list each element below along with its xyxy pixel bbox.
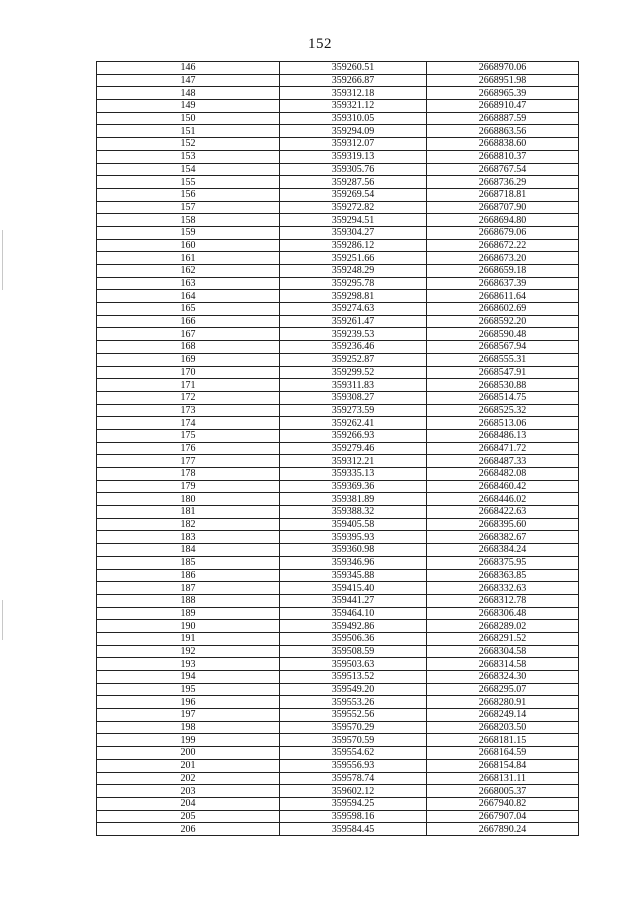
point-number-cell: 149: [97, 100, 280, 113]
x-coordinate-cell: 359252.87: [280, 353, 427, 366]
table-row: [97, 62, 579, 75]
table-row: [97, 810, 579, 823]
point-number-cell: 205: [97, 810, 280, 823]
point-number-cell: 168: [97, 341, 280, 354]
point-number-cell: 190: [97, 620, 280, 633]
point-number-cell: 186: [97, 569, 280, 582]
table-row: [97, 341, 579, 354]
x-coordinate-cell: 359295.78: [280, 277, 427, 290]
table-row: [97, 138, 579, 151]
table-row: [97, 404, 579, 417]
x-coordinate-cell: 359556.93: [280, 759, 427, 772]
table-row: [97, 759, 579, 772]
table-row: [97, 480, 579, 493]
x-coordinate-cell: 359294.51: [280, 214, 427, 227]
table-row: [97, 303, 579, 316]
y-coordinate-cell: 2668910.47: [427, 100, 579, 113]
point-number-cell: 175: [97, 429, 280, 442]
point-number-cell: 160: [97, 239, 280, 252]
point-number-cell: 179: [97, 480, 280, 493]
point-number-cell: 199: [97, 734, 280, 747]
table-row: [97, 277, 579, 290]
table-row: [97, 683, 579, 696]
point-number-cell: 200: [97, 747, 280, 760]
table-row: [97, 797, 579, 810]
y-coordinate-cell: 2668332.63: [427, 582, 579, 595]
point-number-cell: 189: [97, 607, 280, 620]
point-number-cell: 158: [97, 214, 280, 227]
x-coordinate-cell: 359294.09: [280, 125, 427, 138]
table-row: [97, 455, 579, 468]
x-coordinate-cell: 359345.88: [280, 569, 427, 582]
point-number-cell: 184: [97, 544, 280, 557]
point-number-cell: 206: [97, 823, 280, 836]
y-coordinate-cell: 2668131.11: [427, 772, 579, 785]
x-coordinate-cell: 359312.18: [280, 87, 427, 100]
point-number-cell: 155: [97, 176, 280, 189]
x-coordinate-cell: 359251.66: [280, 252, 427, 265]
x-coordinate-cell: 359554.62: [280, 747, 427, 760]
y-coordinate-cell: 2668736.29: [427, 176, 579, 189]
x-coordinate-cell: 359513.52: [280, 671, 427, 684]
y-coordinate-cell: 2668767.54: [427, 163, 579, 176]
table-row: [97, 252, 579, 265]
y-coordinate-cell: 2668611.64: [427, 290, 579, 303]
y-coordinate-cell: 2668324.30: [427, 671, 579, 684]
y-coordinate-cell: 2667940.82: [427, 797, 579, 810]
point-number-cell: 146: [97, 62, 280, 75]
x-coordinate-cell: 359388.32: [280, 506, 427, 519]
x-coordinate-cell: 359312.07: [280, 138, 427, 151]
table-row: [97, 772, 579, 785]
x-coordinate-cell: 359335.13: [280, 468, 427, 481]
table-row: [97, 188, 579, 201]
point-number-cell: 194: [97, 671, 280, 684]
point-number-cell: 151: [97, 125, 280, 138]
table-row: [97, 379, 579, 392]
x-coordinate-cell: 359553.26: [280, 696, 427, 709]
table-row: [97, 366, 579, 379]
y-coordinate-cell: 2668382.67: [427, 531, 579, 544]
y-coordinate-cell: 2668887.59: [427, 112, 579, 125]
point-number-cell: 203: [97, 785, 280, 798]
table-row: [97, 315, 579, 328]
y-coordinate-cell: 2668810.37: [427, 150, 579, 163]
y-coordinate-cell: 2668525.32: [427, 404, 579, 417]
point-number-cell: 174: [97, 417, 280, 430]
point-number-cell: 178: [97, 468, 280, 481]
point-number-cell: 183: [97, 531, 280, 544]
table-row: [97, 620, 579, 633]
point-number-cell: 180: [97, 493, 280, 506]
x-coordinate-cell: 359305.76: [280, 163, 427, 176]
point-number-cell: 171: [97, 379, 280, 392]
y-coordinate-cell: 2668291.52: [427, 632, 579, 645]
table-row: [97, 569, 579, 582]
x-coordinate-cell: 359236.46: [280, 341, 427, 354]
x-coordinate-cell: 359286.12: [280, 239, 427, 252]
point-number-cell: 156: [97, 188, 280, 201]
x-coordinate-cell: 359346.96: [280, 556, 427, 569]
x-coordinate-cell: 359274.63: [280, 303, 427, 316]
y-coordinate-cell: 2668487.33: [427, 455, 579, 468]
point-number-cell: 185: [97, 556, 280, 569]
x-coordinate-cell: 359381.89: [280, 493, 427, 506]
x-coordinate-cell: 359269.54: [280, 188, 427, 201]
table-row: [97, 328, 579, 341]
y-coordinate-cell: 2668446.02: [427, 493, 579, 506]
coordinates-table: [96, 61, 579, 836]
table-row: [97, 696, 579, 709]
y-coordinate-cell: 2668314.58: [427, 658, 579, 671]
y-coordinate-cell: 2668514.75: [427, 391, 579, 404]
point-number-cell: 172: [97, 391, 280, 404]
y-coordinate-cell: 2668312.78: [427, 594, 579, 607]
table-row: [97, 823, 579, 836]
y-coordinate-cell: 2668602.69: [427, 303, 579, 316]
x-coordinate-cell: 359503.63: [280, 658, 427, 671]
x-coordinate-cell: 359415.40: [280, 582, 427, 595]
y-coordinate-cell: 2668679.06: [427, 226, 579, 239]
point-number-cell: 193: [97, 658, 280, 671]
y-coordinate-cell: 2668164.59: [427, 747, 579, 760]
x-coordinate-cell: 359266.93: [280, 429, 427, 442]
x-coordinate-cell: 359441.27: [280, 594, 427, 607]
point-number-cell: 181: [97, 506, 280, 519]
x-coordinate-cell: 359260.51: [280, 62, 427, 75]
table-row: [97, 87, 579, 100]
y-coordinate-cell: 2668384.24: [427, 544, 579, 557]
y-coordinate-cell: 2668363.85: [427, 569, 579, 582]
point-number-cell: 166: [97, 315, 280, 328]
point-number-cell: 192: [97, 645, 280, 658]
scan-edge-mark: [2, 230, 3, 290]
table-row: [97, 290, 579, 303]
y-coordinate-cell: 2668707.90: [427, 201, 579, 214]
table-row: [97, 214, 579, 227]
table-row: [97, 391, 579, 404]
y-coordinate-cell: 2668249.14: [427, 709, 579, 722]
y-coordinate-cell: 2668673.20: [427, 252, 579, 265]
y-coordinate-cell: 2668718.81: [427, 188, 579, 201]
y-coordinate-cell: 2668295.07: [427, 683, 579, 696]
x-coordinate-cell: 359578.74: [280, 772, 427, 785]
x-coordinate-cell: 359310.05: [280, 112, 427, 125]
table-row: [97, 518, 579, 531]
y-coordinate-cell: 2668970.06: [427, 62, 579, 75]
point-number-cell: 204: [97, 797, 280, 810]
x-coordinate-cell: 359321.12: [280, 100, 427, 113]
table-row: [97, 658, 579, 671]
x-coordinate-cell: 359594.25: [280, 797, 427, 810]
table-row: [97, 709, 579, 722]
y-coordinate-cell: 2668486.13: [427, 429, 579, 442]
y-coordinate-cell: 2668289.02: [427, 620, 579, 633]
point-number-cell: 152: [97, 138, 280, 151]
y-coordinate-cell: 2667907.04: [427, 810, 579, 823]
x-coordinate-cell: 359279.46: [280, 442, 427, 455]
y-coordinate-cell: 2668005.37: [427, 785, 579, 798]
point-number-cell: 167: [97, 328, 280, 341]
table-row: [97, 239, 579, 252]
y-coordinate-cell: 2668694.80: [427, 214, 579, 227]
table-row: [97, 785, 579, 798]
x-coordinate-cell: 359570.29: [280, 721, 427, 734]
table-row: [97, 112, 579, 125]
x-coordinate-cell: 359262.41: [280, 417, 427, 430]
y-coordinate-cell: 2668547.91: [427, 366, 579, 379]
point-number-cell: 195: [97, 683, 280, 696]
point-number-cell: 161: [97, 252, 280, 265]
point-number-cell: 153: [97, 150, 280, 163]
y-coordinate-cell: 2668203.50: [427, 721, 579, 734]
point-number-cell: 150: [97, 112, 280, 125]
y-coordinate-cell: 2668395.60: [427, 518, 579, 531]
y-coordinate-cell: 2668181.15: [427, 734, 579, 747]
y-coordinate-cell: 2667890.24: [427, 823, 579, 836]
x-coordinate-cell: 359395.93: [280, 531, 427, 544]
point-number-cell: 159: [97, 226, 280, 239]
table-row: [97, 226, 579, 239]
x-coordinate-cell: 359298.81: [280, 290, 427, 303]
y-coordinate-cell: 2668659.18: [427, 265, 579, 278]
x-coordinate-cell: 359272.82: [280, 201, 427, 214]
y-coordinate-cell: 2668965.39: [427, 87, 579, 100]
table-row: [97, 734, 579, 747]
point-number-cell: 148: [97, 87, 280, 100]
x-coordinate-cell: 359248.29: [280, 265, 427, 278]
table-row: [97, 721, 579, 734]
point-number-cell: 176: [97, 442, 280, 455]
table-row: [97, 74, 579, 87]
y-coordinate-cell: 2668460.42: [427, 480, 579, 493]
y-coordinate-cell: 2668513.06: [427, 417, 579, 430]
table-row: [97, 531, 579, 544]
table-row: [97, 493, 579, 506]
y-coordinate-cell: 2668592.20: [427, 315, 579, 328]
x-coordinate-cell: 359405.58: [280, 518, 427, 531]
table-row: [97, 671, 579, 684]
x-coordinate-cell: 359304.27: [280, 226, 427, 239]
table-row: [97, 150, 579, 163]
y-coordinate-cell: 2668672.22: [427, 239, 579, 252]
point-number-cell: 197: [97, 709, 280, 722]
table-row: [97, 265, 579, 278]
x-coordinate-cell: 359584.45: [280, 823, 427, 836]
x-coordinate-cell: 359464.10: [280, 607, 427, 620]
table-row: [97, 125, 579, 138]
table-row: [97, 429, 579, 442]
x-coordinate-cell: 359552.56: [280, 709, 427, 722]
table-row: [97, 353, 579, 366]
table-row: [97, 468, 579, 481]
y-coordinate-cell: 2668951.98: [427, 74, 579, 87]
x-coordinate-cell: 359311.83: [280, 379, 427, 392]
y-coordinate-cell: 2668422.63: [427, 506, 579, 519]
y-coordinate-cell: 2668838.60: [427, 138, 579, 151]
y-coordinate-cell: 2668280.91: [427, 696, 579, 709]
point-number-cell: 165: [97, 303, 280, 316]
point-number-cell: 182: [97, 518, 280, 531]
table-row: [97, 556, 579, 569]
x-coordinate-cell: 359492.86: [280, 620, 427, 633]
table-row: [97, 506, 579, 519]
x-coordinate-cell: 359239.53: [280, 328, 427, 341]
table-row: [97, 176, 579, 189]
table-row: [97, 442, 579, 455]
y-coordinate-cell: 2668482.08: [427, 468, 579, 481]
x-coordinate-cell: 359549.20: [280, 683, 427, 696]
y-coordinate-cell: 2668530.88: [427, 379, 579, 392]
point-number-cell: 196: [97, 696, 280, 709]
x-coordinate-cell: 359266.87: [280, 74, 427, 87]
table-row: [97, 582, 579, 595]
y-coordinate-cell: 2668863.56: [427, 125, 579, 138]
table-row: [97, 100, 579, 113]
point-number-cell: 170: [97, 366, 280, 379]
point-number-cell: 147: [97, 74, 280, 87]
point-number-cell: 157: [97, 201, 280, 214]
y-coordinate-cell: 2668375.95: [427, 556, 579, 569]
point-number-cell: 191: [97, 632, 280, 645]
y-coordinate-cell: 2668555.31: [427, 353, 579, 366]
y-coordinate-cell: 2668567.94: [427, 341, 579, 354]
scan-edge-mark: [2, 600, 3, 640]
x-coordinate-cell: 359369.36: [280, 480, 427, 493]
table-row: [97, 645, 579, 658]
x-coordinate-cell: 359312.21: [280, 455, 427, 468]
point-number-cell: 162: [97, 265, 280, 278]
y-coordinate-cell: 2668154.84: [427, 759, 579, 772]
table-row: [97, 201, 579, 214]
y-coordinate-cell: 2668590.48: [427, 328, 579, 341]
y-coordinate-cell: 2668471.72: [427, 442, 579, 455]
table-row: [97, 163, 579, 176]
point-number-cell: 154: [97, 163, 280, 176]
y-coordinate-cell: 2668306.48: [427, 607, 579, 620]
x-coordinate-cell: 359299.52: [280, 366, 427, 379]
x-coordinate-cell: 359506.36: [280, 632, 427, 645]
x-coordinate-cell: 359261.47: [280, 315, 427, 328]
point-number-cell: 201: [97, 759, 280, 772]
x-coordinate-cell: 359308.27: [280, 391, 427, 404]
coordinates-table-body: [97, 62, 579, 836]
table-row: [97, 607, 579, 620]
table-row: [97, 632, 579, 645]
table-row: [97, 417, 579, 430]
table-row: [97, 544, 579, 557]
point-number-cell: 188: [97, 594, 280, 607]
point-number-cell: 198: [97, 721, 280, 734]
x-coordinate-cell: 359598.16: [280, 810, 427, 823]
x-coordinate-cell: 359508.59: [280, 645, 427, 658]
x-coordinate-cell: 359360.98: [280, 544, 427, 557]
y-coordinate-cell: 2668304.58: [427, 645, 579, 658]
x-coordinate-cell: 359287.56: [280, 176, 427, 189]
point-number-cell: 164: [97, 290, 280, 303]
point-number-cell: 169: [97, 353, 280, 366]
table-row: [97, 594, 579, 607]
table-row: [97, 747, 579, 760]
point-number-cell: 177: [97, 455, 280, 468]
point-number-cell: 187: [97, 582, 280, 595]
point-number-cell: 202: [97, 772, 280, 785]
x-coordinate-cell: 359602.12: [280, 785, 427, 798]
y-coordinate-cell: 2668637.39: [427, 277, 579, 290]
x-coordinate-cell: 359570.59: [280, 734, 427, 747]
page-number: 152: [308, 36, 332, 52]
point-number-cell: 173: [97, 404, 280, 417]
x-coordinate-cell: 359273.59: [280, 404, 427, 417]
point-number-cell: 163: [97, 277, 280, 290]
x-coordinate-cell: 359319.13: [280, 150, 427, 163]
